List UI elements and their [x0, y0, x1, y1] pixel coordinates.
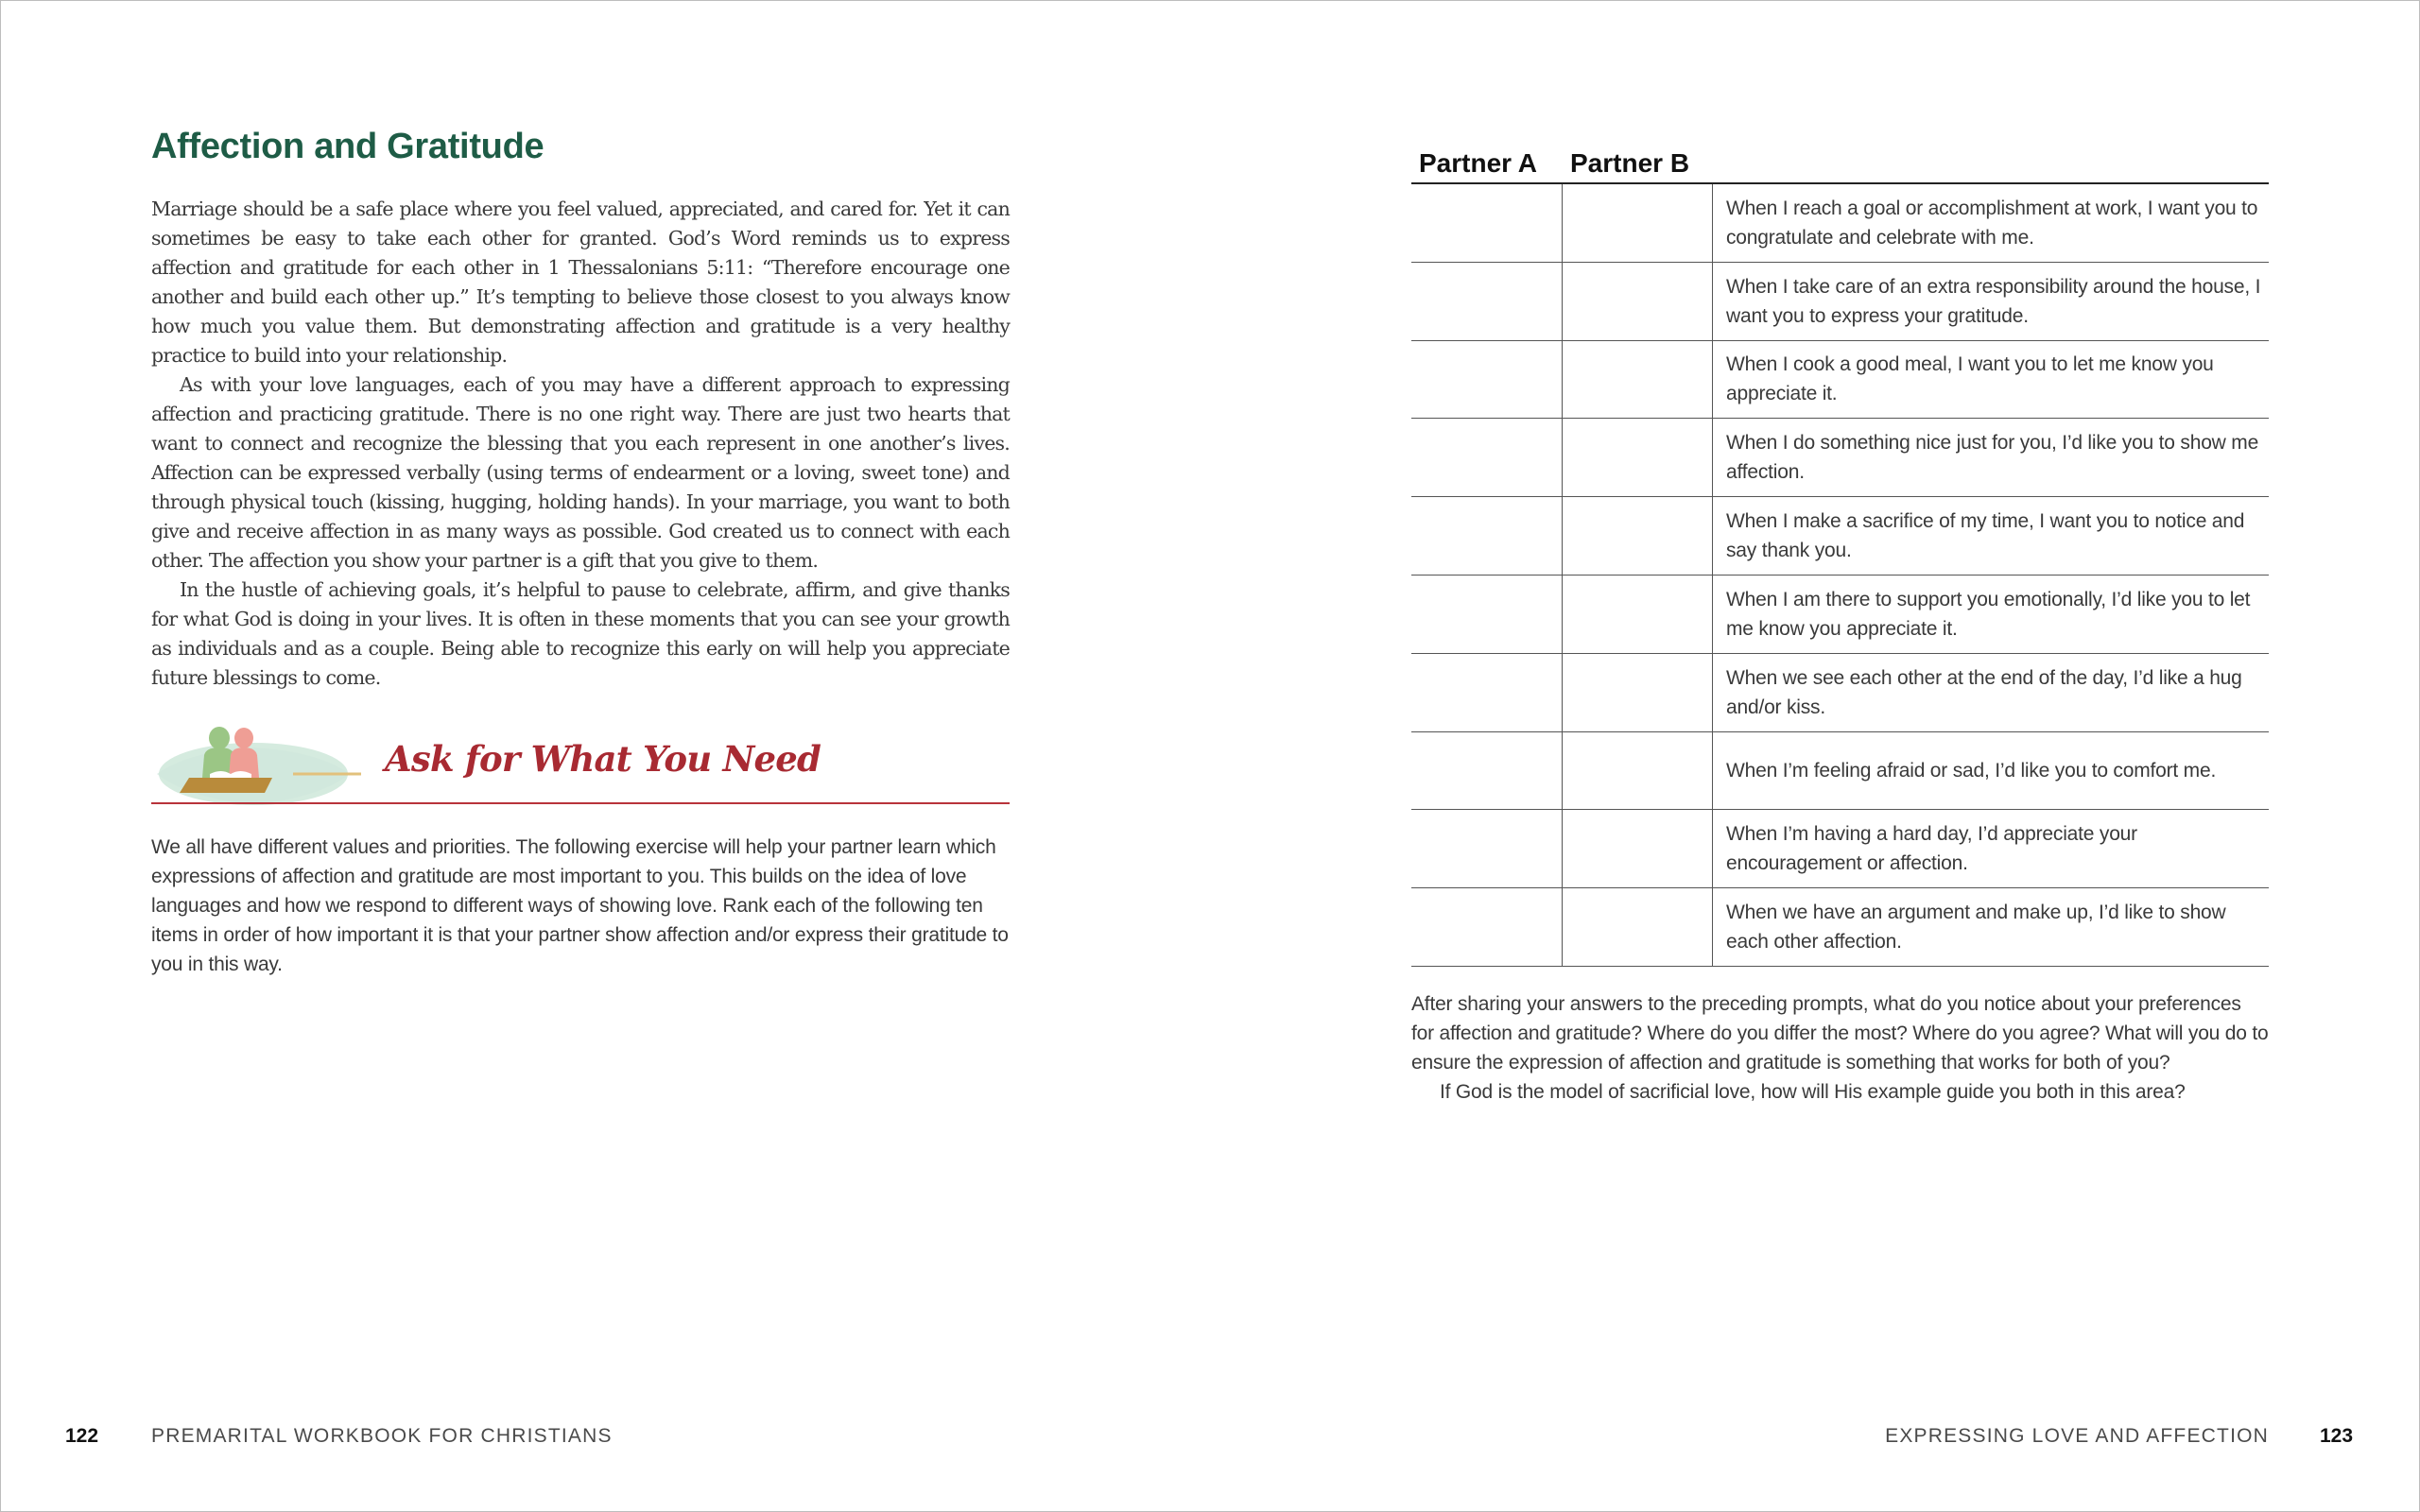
intro-paragraph-1: Marriage should be a safe place where you feel valued, appreciated, and cared for. Yet it can sometimes be easy to take each other for granted. God’s Word reminds us to express affection and gratitude for each other in 1 Thessalonians 5:11: “Therefore encourage one another and build each other up.” It’s tempting to believe those closest to you always know how much you value them. But demonstrating affection and gratitude is a very healthy practice to build into your relationship.	[151, 198, 1010, 367]
partner-a-rank-cell[interactable]	[1411, 262, 1563, 340]
right-footer	[2320, 1425, 2353, 1448]
partner-b-rank-cell[interactable]	[1563, 575, 1713, 653]
table-row	[1411, 810, 2269, 888]
table-row	[1411, 731, 2269, 810]
couple-reading-icon	[151, 725, 378, 819]
partner-b-rank-cell[interactable]	[1563, 653, 1713, 731]
prompt-text: When I’m feeling afraid or sad, I’d like you to comfort me.	[1713, 731, 2270, 810]
prompt-text: When I cook a good meal, I want you to let me know you appreciate it.	[1713, 340, 2270, 419]
partner-b-rank-cell[interactable]	[1563, 497, 1713, 576]
partner-a-rank-cell[interactable]	[1411, 497, 1563, 576]
partner-b-rank-cell[interactable]	[1563, 262, 1713, 340]
section-divider	[151, 802, 1010, 804]
table-row	[1411, 419, 2269, 497]
partner-b-rank-cell[interactable]	[1563, 184, 1713, 262]
intro-paragraph-3: In the hustle of achieving goals, it’s helpful to pause to celebrate, affirm, and give thanks for what God is doing in your lives. It is often in these moments that you can see your growth as individuals and as a couple. Being able to recognize this early on will help you appreciate future blessings to come.	[151, 578, 1010, 689]
left-running-head: PREMARITAL WORKBOOK FOR CHRISTIANS	[151, 1425, 613, 1447]
left-page-content	[151, 123, 1010, 979]
prompt-text: When I am there to support you emotionally, I’d like you to let me know you appreciate it.	[1713, 575, 2270, 653]
right-running-head: EXPRESSING LOVE AND AFFECTION	[1885, 1425, 2269, 1447]
left-page-number: 122	[65, 1425, 99, 1447]
intro-paragraph-2: As with your love languages, each of you may have a different approach to expressing affection and practicing gratitude. There is no one right way. There are just two hearts that want to connect and recognize the blessing that you each represent in one another’s lives. Affection can be expressed verbally (using terms of endearment or a loving, sweet tone) and through physical touch (kissing, hugging, holding hands). In your marriage, you want to both give and receive affection in as many ways as possible. God created us to connect with each other. The affection you show your partner is a gift that you give to them.	[151, 373, 1010, 572]
partner-a-rank-cell[interactable]	[1411, 653, 1563, 731]
prompt-text: When I reach a goal or accomplishment at work, I want you to congratulate and celebrate with me.	[1713, 184, 2270, 262]
partner-b-rank-cell[interactable]	[1563, 810, 1713, 888]
partner-a-rank-cell[interactable]	[1411, 575, 1563, 653]
partner-a-rank-cell[interactable]	[1411, 419, 1563, 497]
partner-a-rank-cell[interactable]	[1411, 888, 1563, 967]
table-header	[1411, 146, 2269, 184]
prompt-text: When I’m having a hard day, I’d appreciate your encouragement or affection.	[1713, 810, 2270, 888]
partner-a-rank-cell[interactable]	[1411, 340, 1563, 419]
partner-b-rank-cell[interactable]	[1563, 731, 1713, 810]
intro-body	[151, 195, 1010, 693]
left-footer	[65, 1425, 98, 1448]
ask-section-header	[151, 725, 1010, 819]
reflection-text	[1411, 989, 2269, 1107]
reflection-paragraph-1: After sharing your answers to the preceding prompts, what do you notice about your preferences for affection and gratitude? Where do you differ the most? Where do you agree? What will you do to ensure the expression of affection and gratitude is something that works for both of you?	[1411, 992, 2269, 1074]
exercise-intro	[151, 833, 1010, 979]
table-row	[1411, 184, 2269, 262]
partner-a-rank-cell[interactable]	[1411, 731, 1563, 810]
partner-a-rank-cell[interactable]	[1411, 184, 1563, 262]
partner-b-rank-cell[interactable]	[1563, 340, 1713, 419]
reflection-paragraph-2: If God is the model of sacrificial love, how will His example guide you both in this area?	[1440, 1080, 2186, 1103]
ask-heading: Ask for What You Need	[385, 738, 821, 780]
table-row	[1411, 653, 2269, 731]
prompt-text: When I do something nice just for you, I’d like you to show me affection.	[1713, 419, 2270, 497]
partner-b-rank-cell[interactable]	[1563, 888, 1713, 967]
table-row	[1411, 575, 2269, 653]
prompt-text: When I take care of an extra responsibility around the house, I want you to express your gratitude.	[1713, 262, 2270, 340]
partner-b-rank-cell[interactable]	[1563, 419, 1713, 497]
table-row	[1411, 497, 2269, 576]
exercise-paragraph: We all have different values and priorities. The following exercise will help your partner learn which expressions of affection and gratitude are most important to you. This builds on the idea of love languages and how we respond to different ways of showing love. Rank each of the following ten items in order of how important it is that your partner show affection and/or express their gratitude to you in this way.	[151, 836, 1009, 975]
partner-a-rank-cell[interactable]	[1411, 810, 1563, 888]
prompt-text: When we have an argument and make up, I’d like to show each other affection.	[1713, 888, 2270, 967]
section-title: Affection and Gratitude	[151, 127, 544, 166]
table-row	[1411, 262, 2269, 340]
right-page-content	[1411, 146, 2269, 1107]
table-row	[1411, 340, 2269, 419]
right-page-number: 123	[2320, 1425, 2354, 1447]
partner-a-header: Partner A	[1419, 148, 1538, 178]
table-row	[1411, 888, 2269, 967]
prompt-text: When we see each other at the end of the day, I’d like a hug and/or kiss.	[1713, 653, 2270, 731]
ranking-table	[1411, 184, 2269, 967]
partner-b-header: Partner B	[1570, 148, 1690, 178]
prompt-text: When I make a sacrifice of my time, I want you to notice and say thank you.	[1713, 497, 2270, 576]
